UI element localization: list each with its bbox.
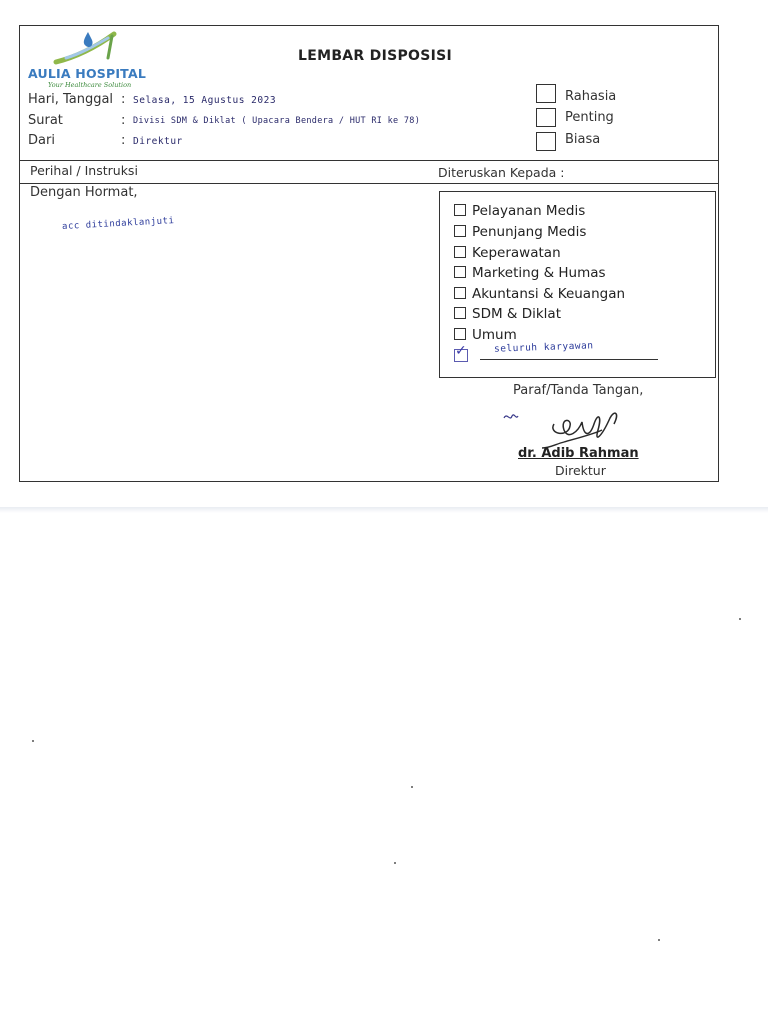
field-letter-value: Divisi SDM & Diklat ( Upacara Bendera / HUT RI ke 78) xyxy=(133,116,421,126)
recipient-label: Pelayanan Medis xyxy=(472,203,586,219)
field-from-colon: : xyxy=(121,133,126,148)
recipient-checkbox[interactable] xyxy=(454,246,466,258)
signature-label: Paraf/Tanda Tangan, xyxy=(513,383,644,398)
recipient-checkbox[interactable] xyxy=(454,266,466,278)
recipient-checkbox[interactable] xyxy=(454,287,466,299)
divider-top xyxy=(20,160,718,161)
field-letter-colon: : xyxy=(121,113,126,128)
field-from-value: Direktur xyxy=(133,136,183,147)
recipient-checkbox[interactable] xyxy=(454,328,466,340)
recipient-label: SDM & Diklat xyxy=(472,306,562,322)
recipient-keperawatan[interactable] xyxy=(454,245,561,261)
hospital-name: AULIA HOSPITAL xyxy=(28,66,146,81)
hospital-tagline: Your Healthcare Solution xyxy=(48,81,132,89)
recipient-checkbox[interactable] xyxy=(454,307,466,319)
recipient-label: Umum xyxy=(472,327,517,343)
recipient-other-line xyxy=(480,359,658,360)
recipient-marketing-humas[interactable] xyxy=(454,265,606,281)
scan-speck xyxy=(739,618,741,620)
field-date-colon: : xyxy=(121,92,126,107)
recipient-umum[interactable] xyxy=(454,327,517,343)
scan-speck xyxy=(411,786,413,788)
form-title: LEMBAR DISPOSISI xyxy=(298,48,453,64)
recipient-sdm-diklat[interactable] xyxy=(454,306,561,322)
recipient-list xyxy=(439,191,716,378)
label-biasa: Biasa xyxy=(565,132,601,147)
recipient-checkbox[interactable] xyxy=(454,204,466,216)
checkbox-penting[interactable] xyxy=(536,108,556,127)
recipient-label: Akuntansi & Keuangan xyxy=(472,286,626,302)
recipient-pelayanan-medis[interactable] xyxy=(454,203,585,219)
recipient-label: Keperawatan xyxy=(472,245,561,261)
recipient-other-text: seluruh karyawan xyxy=(493,340,594,355)
checkbox-rahasia[interactable] xyxy=(536,84,556,103)
water-drop-icon xyxy=(52,28,122,66)
divider-bottom xyxy=(20,183,718,184)
handwritten-instruction: acc ditindaklanjuti xyxy=(61,216,175,232)
greeting-text: Dengan Hormat, xyxy=(30,185,138,200)
checkmark-icon: ✓ xyxy=(455,343,467,359)
field-date-value: Selasa, 15 Agustus 2023 xyxy=(133,95,277,106)
signer-name: dr. Adib Rahman xyxy=(518,446,639,461)
signature-scribble xyxy=(498,404,648,452)
section-instructions-header: Perihal / Instruksi xyxy=(30,163,138,178)
signer-role: Direktur xyxy=(555,463,606,478)
disposition-form xyxy=(19,25,719,482)
recipient-akuntansi-keuangan[interactable] xyxy=(454,286,625,302)
field-date-label: Hari, Tanggal xyxy=(28,92,114,107)
recipient-checkbox[interactable] xyxy=(454,225,466,237)
scan-edge-shadow xyxy=(0,507,768,513)
label-penting: Penting xyxy=(565,110,614,125)
field-letter-label: Surat xyxy=(28,113,63,128)
recipient-label: Marketing & Humas xyxy=(472,265,606,281)
checkbox-biasa[interactable] xyxy=(536,132,556,151)
label-rahasia: Rahasia xyxy=(565,89,617,104)
section-forward-header: Diteruskan Kepada : xyxy=(438,165,565,180)
scan-speck xyxy=(658,939,660,941)
hospital-logo xyxy=(28,28,158,88)
recipient-label: Penunjang Medis xyxy=(472,224,587,240)
scan-speck xyxy=(394,862,396,864)
recipient-penunjang-medis[interactable] xyxy=(454,224,586,240)
field-from-label: Dari xyxy=(28,133,55,148)
scan-speck xyxy=(32,740,34,742)
